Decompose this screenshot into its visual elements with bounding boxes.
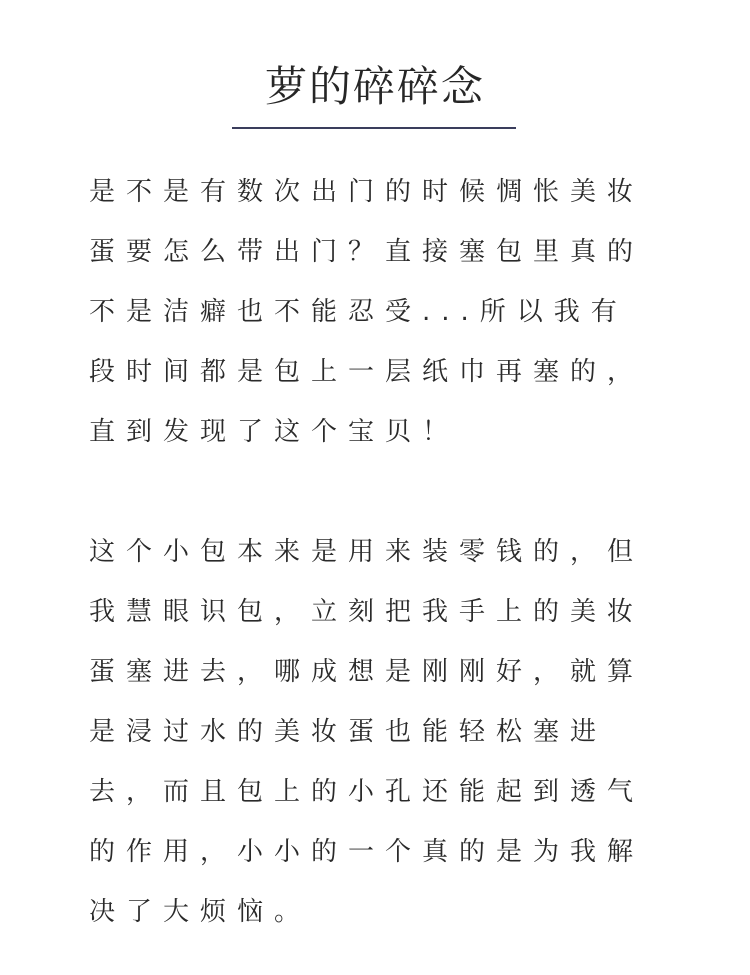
text-line: 蛋要怎么带出门？直接塞包里真的 bbox=[89, 237, 645, 267]
text-line: 直到发现了这个宝贝！ bbox=[89, 417, 460, 447]
text-line: 我慧眼识包，立刻把我手上的美妆 bbox=[89, 597, 645, 627]
text-line: 段时间都是包上一层纸巾再塞的， bbox=[89, 357, 645, 387]
page-title: 萝的碎碎念 bbox=[264, 62, 485, 111]
text-line: 这个小包本来是用来装零钱的，但 bbox=[89, 537, 645, 567]
text-line: 是不是有数次出门的时候惆怅美妆 bbox=[89, 177, 645, 207]
paragraph-spacer bbox=[89, 462, 679, 522]
text-line: 决了大烦恼。 bbox=[89, 897, 312, 927]
text-line: 去，而且包上的小孔还能起到透气 bbox=[89, 777, 645, 807]
text-line: 蛋塞进去，哪成想是刚刚好，就算 bbox=[89, 657, 645, 687]
title-underline-divider bbox=[232, 127, 516, 129]
header bbox=[0, 52, 750, 122]
text-line: 的作用，小小的一个真的是为我解 bbox=[89, 837, 645, 867]
text-line: 不是洁癖也不能忍受...所以我有 bbox=[89, 297, 628, 327]
text-line: 是浸过水的美妆蛋也能轻松塞进 bbox=[89, 717, 608, 747]
paragraph-2 bbox=[89, 522, 679, 942]
article-body bbox=[89, 162, 679, 942]
paragraph-1 bbox=[89, 162, 679, 462]
